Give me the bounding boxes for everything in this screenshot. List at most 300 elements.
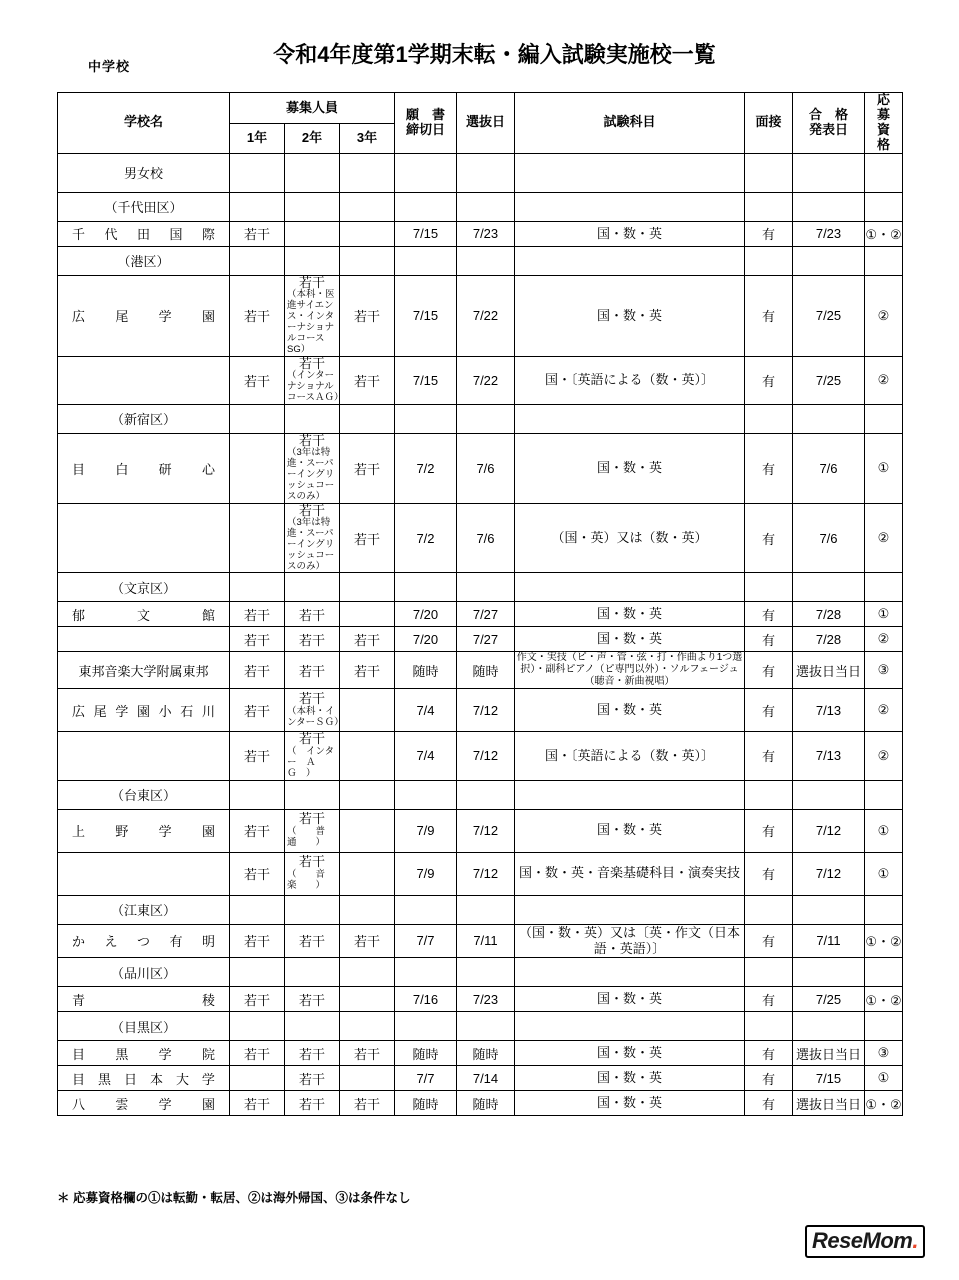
year2-capacity-cell: 若干 （ 普 通 ） [285,809,340,852]
year1-capacity-cell: 若干 [230,602,285,627]
deadline-cell: 7/7 [395,1066,457,1091]
table-row [58,627,903,652]
section-empty-cell [865,153,903,192]
qualification-cell: ①・② [865,1091,903,1116]
ward-row [58,958,903,987]
subjects-cell: 国・数・英 [515,689,745,732]
interview-cell: 有 [745,602,793,627]
ward-empty-cell [230,1012,285,1041]
interview-cell: 有 [745,221,793,246]
deadline-cell: 随時 [395,652,457,689]
ward-empty-cell [340,1012,395,1041]
result-date-cell: 7/6 [793,503,865,573]
school-name-cell: 目 白 研 心 [58,433,230,503]
table-body [58,153,903,1115]
year1-capacity-cell: 若干 [230,221,285,246]
year2-capacity-cell: 若干 （本科・インターＳＧ） [285,689,340,732]
ward-label: （目黒区） [58,1012,230,1041]
table-row [58,809,903,852]
year2-capacity-cell [285,221,340,246]
selection-date-cell: 随時 [457,1091,515,1116]
footnote: ＊ 応募資格欄の①は転勤・転居、②は海外帰国、③は条件なし [57,1191,411,1205]
table-row [58,221,903,246]
ward-empty-cell [865,404,903,433]
school-name-cell: か え つ 有 明 [58,924,230,958]
school-name-cell: 青 稜 [58,987,230,1012]
ward-empty-cell [285,1012,340,1041]
col-header-school-name: 学校名 [58,93,230,154]
section-header-row [58,153,903,192]
subjects-cell: 作文・実技（ピ・声・管・弦・打・作曲より1つ選択）・副科ピアノ（ピ専門以外）・ソルフェージュ（聴音・新曲視唱） [515,652,745,689]
interview-cell: 有 [745,275,793,356]
ward-row [58,573,903,602]
school-name-cell: 広 尾 学 園 [58,275,230,356]
ward-empty-cell [457,246,515,275]
qualification-cell: ② [865,732,903,780]
interview-cell: 有 [745,1041,793,1066]
result-date-cell: 7/13 [793,732,865,780]
ward-empty-cell [865,192,903,221]
interview-cell: 有 [745,1091,793,1116]
deadline-cell: 随時 [395,1091,457,1116]
ward-empty-cell [793,958,865,987]
qualification-cell: ② [865,689,903,732]
ward-empty-cell [745,404,793,433]
school-name-cell: 上 野 学 園 [58,809,230,852]
year1-capacity-cell: 若干 [230,1091,285,1116]
ward-empty-cell [457,895,515,924]
year2-capacity-cell: 若干 [285,627,340,652]
col-header-subjects: 試験科目 [515,93,745,154]
deadline-cell: 7/9 [395,809,457,852]
ward-empty-cell [457,404,515,433]
ward-empty-cell [515,404,745,433]
interview-cell: 有 [745,852,793,895]
section-empty-cell [230,153,285,192]
section-empty-cell [793,153,865,192]
result-date-cell: 選抜日当日 [793,1091,865,1116]
school-name-cell [58,503,230,573]
school-type-label: 中学校 [88,59,131,74]
ward-empty-cell [745,573,793,602]
deadline-cell: 7/4 [395,732,457,780]
ward-empty-cell [457,192,515,221]
year1-capacity-cell: 若干 [230,652,285,689]
year2-capacity-cell: 若干 （3年は特進・スーパーイングリッシュコースのみ） [285,433,340,503]
school-name-cell: 目 黒 学 院 [58,1041,230,1066]
ward-row [58,1012,903,1041]
year1-capacity-cell: 若干 [230,356,285,404]
deadline-line2: 締切日 [405,121,445,137]
year3-capacity-cell [340,602,395,627]
ward-empty-cell [395,404,457,433]
ward-empty-cell [340,895,395,924]
ward-empty-cell [230,895,285,924]
qualification-cell: ② [865,356,903,404]
qualification-cell: ① [865,1066,903,1091]
year2-capacity-cell: 若干 [285,1066,340,1091]
ward-empty-cell [515,1012,745,1041]
table-row [58,356,903,404]
subjects-cell: 国・数・英 [515,602,745,627]
subjects-cell: 国・数・英 [515,1041,745,1066]
col-header-result-date [793,93,865,154]
deadline-cell: 7/15 [395,356,457,404]
year3-capacity-cell [340,221,395,246]
ward-empty-cell [285,246,340,275]
brand-logo: ReseMom. [805,1225,925,1258]
ward-empty-cell [793,404,865,433]
col-header-selection-date: 選抜日 [457,93,515,154]
section-empty-cell [515,153,745,192]
selection-date-cell: 7/12 [457,732,515,780]
year1-capacity-cell [230,433,285,503]
ward-empty-cell [793,192,865,221]
school-name-cell [58,732,230,780]
ward-empty-cell [395,1012,457,1041]
ward-empty-cell [515,573,745,602]
year3-capacity-cell: 若干 [340,627,395,652]
year1-capacity-cell [230,1066,285,1091]
school-name-cell: 目 黒 日 本 大 学 [58,1066,230,1091]
ward-label: （千代田区） [58,192,230,221]
result-date-cell: 7/25 [793,275,865,356]
year2-capacity-cell: 若干 [285,924,340,958]
school-name-cell: 八 雲 学 園 [58,1091,230,1116]
deadline-line1: 願 書 [405,106,445,122]
result-date-cell: 選抜日当日 [793,652,865,689]
result-date-cell: 7/13 [793,689,865,732]
year3-capacity-cell [340,987,395,1012]
ward-empty-cell [395,780,457,809]
interview-cell: 有 [745,433,793,503]
ward-empty-cell [230,246,285,275]
qual-line1: 応 募 [876,92,904,122]
ward-label: （台東区） [58,780,230,809]
year2-capacity-cell: 若干 （本科・医進サイエンス・インターナショナルコースSG） [285,275,340,356]
exam-schools-table [57,92,903,1116]
ward-empty-cell [793,780,865,809]
deadline-cell: 7/4 [395,689,457,732]
table-row [58,689,903,732]
selection-date-cell: 7/23 [457,221,515,246]
result-date-cell: 7/6 [793,433,865,503]
year3-capacity-cell [340,689,395,732]
ward-empty-cell [865,958,903,987]
result-line2: 発表日 [808,121,848,137]
ward-row [58,192,903,221]
brand-text: ReseMom [811,1228,913,1253]
year1-capacity-cell: 若干 [230,924,285,958]
qualification-cell: ①・② [865,924,903,958]
ward-label: （品川区） [58,958,230,987]
ward-row [58,404,903,433]
ward-empty-cell [230,404,285,433]
ward-empty-cell [793,246,865,275]
table-row [58,924,903,958]
school-name-cell: 広 尾 学 園 小 石 川 [58,689,230,732]
subjects-cell: 国・数・英・音楽基礎科目・演奏実技 [515,852,745,895]
school-name-cell [58,852,230,895]
result-date-cell: 7/25 [793,356,865,404]
deadline-cell: 7/9 [395,852,457,895]
col-header-year2: 2年 [285,124,340,154]
result-line1: 合 格 [808,106,848,122]
col-header-capacity: 募集人員 [230,93,395,124]
year3-capacity-cell: 若干 [340,433,395,503]
ward-empty-cell [865,573,903,602]
ward-empty-cell [230,192,285,221]
subjects-cell: （国・英）又は（数・英） [515,503,745,573]
year3-capacity-cell [340,732,395,780]
year3-capacity-cell: 若干 [340,1091,395,1116]
selection-date-cell: 7/12 [457,852,515,895]
ward-empty-cell [457,780,515,809]
interview-cell: 有 [745,987,793,1012]
section-empty-cell [395,153,457,192]
interview-cell: 有 [745,689,793,732]
section-empty-cell [457,153,515,192]
selection-date-cell: 7/6 [457,503,515,573]
ward-empty-cell [745,895,793,924]
selection-date-cell: 7/22 [457,275,515,356]
interview-cell: 有 [745,732,793,780]
selection-date-cell: 随時 [457,652,515,689]
qualification-cell: ①・② [865,221,903,246]
qualification-cell: ① [865,602,903,627]
ward-empty-cell [340,780,395,809]
subjects-cell: 国・数・英 [515,433,745,503]
table-row [58,852,903,895]
ward-empty-cell [745,246,793,275]
school-name-cell [58,356,230,404]
ward-empty-cell [285,192,340,221]
subjects-cell: 国・数・英 [515,1091,745,1116]
section-empty-cell [285,153,340,192]
selection-date-cell: 7/27 [457,602,515,627]
selection-date-cell: 7/27 [457,627,515,652]
result-date-cell: 7/12 [793,852,865,895]
deadline-cell: 7/15 [395,275,457,356]
ward-empty-cell [745,1012,793,1041]
subjects-cell: 国・〔英語による（数・英）〕 [515,732,745,780]
ward-label: （新宿区） [58,404,230,433]
selection-date-cell: 7/11 [457,924,515,958]
table-row [58,275,903,356]
deadline-cell: 7/20 [395,602,457,627]
deadline-cell: 7/20 [395,627,457,652]
year3-capacity-cell: 若干 [340,1041,395,1066]
year2-capacity-cell: 若干 [285,1091,340,1116]
subjects-cell: 国・〔英語による（数・英）〕 [515,356,745,404]
subjects-cell: 国・数・英 [515,275,745,356]
ward-empty-cell [515,958,745,987]
selection-date-cell: 7/12 [457,809,515,852]
selection-date-cell: 7/22 [457,356,515,404]
interview-cell: 有 [745,356,793,404]
ward-empty-cell [865,780,903,809]
qualification-cell: ② [865,627,903,652]
year2-capacity-cell: 若干 [285,987,340,1012]
ward-empty-cell [793,573,865,602]
year1-capacity-cell [230,503,285,573]
subjects-cell: 国・数・英 [515,1066,745,1091]
ward-empty-cell [745,192,793,221]
qualification-cell: ③ [865,652,903,689]
year2-capacity-cell: 若干 [285,652,340,689]
table-row [58,503,903,573]
ward-empty-cell [793,1012,865,1041]
section-empty-cell [745,153,793,192]
ward-empty-cell [230,780,285,809]
subjects-cell: （国・数・英）又は〔英・作文（日本語・英語）〕 [515,924,745,958]
year3-capacity-cell: 若干 [340,652,395,689]
qualification-cell: ② [865,503,903,573]
qual-line2: 資 格 [876,121,904,152]
year3-capacity-cell: 若干 [340,924,395,958]
ward-empty-cell [457,958,515,987]
year2-capacity-cell: 若干 [285,1041,340,1066]
year2-capacity-cell: 若干 （ 音 楽 ） [285,852,340,895]
col-header-year1: 1年 [230,124,285,154]
ward-empty-cell [285,958,340,987]
deadline-cell: 7/2 [395,433,457,503]
table-row [58,433,903,503]
year2-capacity-cell: 若干 （インターナショナルコースＡＧ） [285,356,340,404]
result-date-cell: 7/25 [793,987,865,1012]
ward-empty-cell [515,895,745,924]
school-name-cell [58,627,230,652]
ward-empty-cell [340,958,395,987]
year2-capacity-cell: 若干 （3年は特進・スーパーイングリッシュコースのみ） [285,503,340,573]
qualification-cell: ① [865,433,903,503]
ward-empty-cell [340,246,395,275]
ward-label: （江東区） [58,895,230,924]
result-date-cell: 7/11 [793,924,865,958]
section-title: 男女校 [58,153,230,192]
ward-empty-cell [230,958,285,987]
ward-empty-cell [395,895,457,924]
ward-row [58,246,903,275]
year3-capacity-cell: 若干 [340,275,395,356]
ward-empty-cell [865,895,903,924]
year3-capacity-cell: 若干 [340,503,395,573]
result-date-cell: 7/28 [793,627,865,652]
deadline-cell: 7/15 [395,221,457,246]
table-row [58,1066,903,1091]
school-name-cell: 千 代 田 国 際 [58,221,230,246]
year2-capacity-cell: 若干 [285,602,340,627]
col-header-year3: 3年 [340,124,395,154]
deadline-cell: 7/2 [395,503,457,573]
table-row [58,732,903,780]
school-name-cell: 東邦音楽大学附属東邦 [58,652,230,689]
year1-capacity-cell: 若干 [230,275,285,356]
result-date-cell: 7/12 [793,809,865,852]
deadline-cell: 7/7 [395,924,457,958]
interview-cell: 有 [745,652,793,689]
ward-empty-cell [230,573,285,602]
table-row [58,1091,903,1116]
col-header-interview: 面接 [745,93,793,154]
selection-date-cell: 7/14 [457,1066,515,1091]
year1-capacity-cell: 若干 [230,1041,285,1066]
ward-empty-cell [745,958,793,987]
ward-empty-cell [457,573,515,602]
year2-capacity-cell: 若干 （ インター ＡＧ ） [285,732,340,780]
qualification-cell: ① [865,809,903,852]
ward-empty-cell [395,573,457,602]
year3-capacity-cell: 若干 [340,356,395,404]
year1-capacity-cell: 若干 [230,852,285,895]
ward-empty-cell [285,573,340,602]
deadline-cell: 随時 [395,1041,457,1066]
qualification-cell: ③ [865,1041,903,1066]
result-date-cell: 7/23 [793,221,865,246]
table-row [58,987,903,1012]
ward-empty-cell [865,246,903,275]
ward-empty-cell [395,246,457,275]
ward-label: （文京区） [58,573,230,602]
qualification-cell: ① [865,852,903,895]
section-empty-cell [340,153,395,192]
ward-empty-cell [395,958,457,987]
year1-capacity-cell: 若干 [230,689,285,732]
interview-cell: 有 [745,1066,793,1091]
year1-capacity-cell: 若干 [230,627,285,652]
interview-cell: 有 [745,503,793,573]
selection-date-cell: 7/12 [457,689,515,732]
year1-capacity-cell: 若干 [230,987,285,1012]
subjects-cell: 国・数・英 [515,627,745,652]
subjects-cell: 国・数・英 [515,221,745,246]
selection-date-cell: 随時 [457,1041,515,1066]
subjects-cell: 国・数・英 [515,809,745,852]
qualification-cell: ①・② [865,987,903,1012]
year1-capacity-cell: 若干 [230,732,285,780]
result-date-cell: 選抜日当日 [793,1041,865,1066]
ward-empty-cell [395,192,457,221]
interview-cell: 有 [745,627,793,652]
ward-empty-cell [285,404,340,433]
selection-date-cell: 7/23 [457,987,515,1012]
ward-empty-cell [865,1012,903,1041]
year1-capacity-cell: 若干 [230,809,285,852]
ward-empty-cell [745,780,793,809]
ward-empty-cell [793,895,865,924]
ward-empty-cell [285,780,340,809]
year3-capacity-cell [340,852,395,895]
ward-empty-cell [515,192,745,221]
page-title: 令和4年度第1学期末転・編入試験実施校一覧 [273,42,716,67]
ward-empty-cell [515,246,745,275]
qualification-cell: ② [865,275,903,356]
table-row [58,602,903,627]
table-row [58,652,903,689]
col-header-qualification [865,93,903,154]
school-name-cell: 郁 文 館 [58,602,230,627]
ward-row [58,780,903,809]
interview-cell: 有 [745,809,793,852]
result-date-cell: 7/15 [793,1066,865,1091]
ward-empty-cell [340,192,395,221]
year3-capacity-cell [340,1066,395,1091]
ward-empty-cell [515,780,745,809]
year3-capacity-cell [340,809,395,852]
result-date-cell: 7/28 [793,602,865,627]
table-row [58,1041,903,1066]
ward-empty-cell [457,1012,515,1041]
